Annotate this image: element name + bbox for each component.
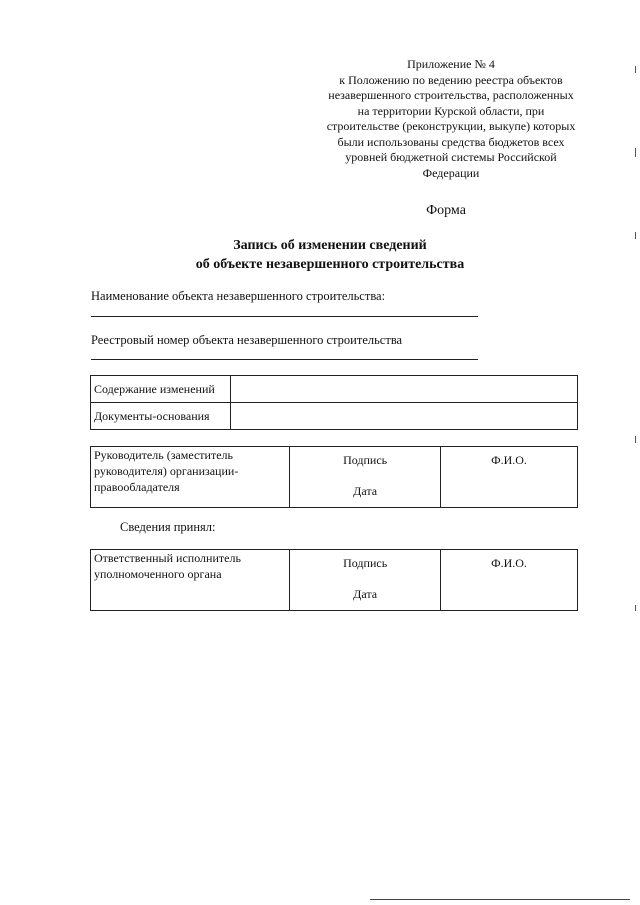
fio-label: Ф.И.О.: [491, 453, 527, 467]
title-line-1: Запись об изменении сведений: [233, 238, 427, 253]
owner-signature-cell[interactable]: [290, 447, 441, 508]
date-label: Дата: [353, 484, 378, 498]
executor-signature-table: [90, 549, 578, 611]
owner-position-line: Руководитель (заместитель: [94, 448, 233, 462]
owner-fio-cell[interactable]: [441, 447, 578, 508]
scan-margin-mark: [635, 66, 636, 73]
appendix-line: Приложение № 4: [407, 57, 495, 71]
basis-documents-cell[interactable]: [231, 403, 578, 430]
owner-position-line: правообладателя: [94, 480, 180, 494]
table-row: [91, 376, 578, 403]
scan-margin-mark: [635, 232, 636, 239]
scan-margin-mark: [635, 605, 636, 611]
executor-signature-cell[interactable]: [290, 550, 441, 611]
date-label: Дата: [353, 587, 378, 601]
scan-margin-mark: [635, 436, 636, 443]
executor-fio-cell[interactable]: [441, 550, 578, 611]
document-title: [160, 236, 500, 274]
table-row: [91, 403, 578, 430]
appendix-line: к Положению по ведению реестра объектов: [339, 72, 563, 87]
appendix-header: [310, 57, 592, 181]
executor-position-cell: [91, 550, 290, 611]
owner-signature-table: [90, 446, 578, 508]
appendix-line: Федерации: [422, 165, 480, 180]
registry-number-line[interactable]: [91, 359, 478, 360]
executor-position-line: Ответственный исполнитель: [94, 551, 241, 565]
signature-label: Подпись: [343, 453, 388, 467]
appendix-line: уровней бюджетной системы Российской: [345, 150, 557, 164]
basis-documents-label: Документы-основания: [91, 403, 231, 430]
accepted-label: Сведения принял:: [120, 520, 216, 534]
fio-label: Ф.И.О.: [491, 556, 527, 570]
appendix-line: на территории Курской области, при: [357, 103, 545, 118]
table-row: [91, 447, 578, 508]
owner-position-line: руководителя) организации-: [94, 464, 239, 478]
form-label: Форма: [426, 203, 466, 218]
changes-content-cell[interactable]: [231, 376, 578, 403]
changes-table: [90, 375, 578, 430]
object-name-line[interactable]: [91, 316, 478, 317]
appendix-line: незавершенного строительства, расположенных: [328, 88, 574, 102]
owner-position-cell: [91, 447, 290, 508]
registry-number-label: Реестровый номер объекта незавершенного строительства: [91, 333, 403, 347]
executor-position-line: уполномоченного органа: [94, 567, 222, 581]
scan-bottom-edge: [370, 899, 630, 900]
appendix-line: строительстве (реконструкции, выкупе) которых: [326, 119, 576, 133]
appendix-line: были использованы средства бюджетов всех: [337, 134, 565, 149]
scan-margin-mark: [635, 148, 636, 157]
object-name-label: Наименование объекта незавершенного строительства:: [91, 289, 386, 303]
title-line-2: об объекте незавершенного строительства: [195, 257, 465, 272]
signature-label: Подпись: [343, 556, 388, 570]
changes-content-label: Содержание изменений: [91, 376, 231, 403]
table-row: [91, 550, 578, 611]
